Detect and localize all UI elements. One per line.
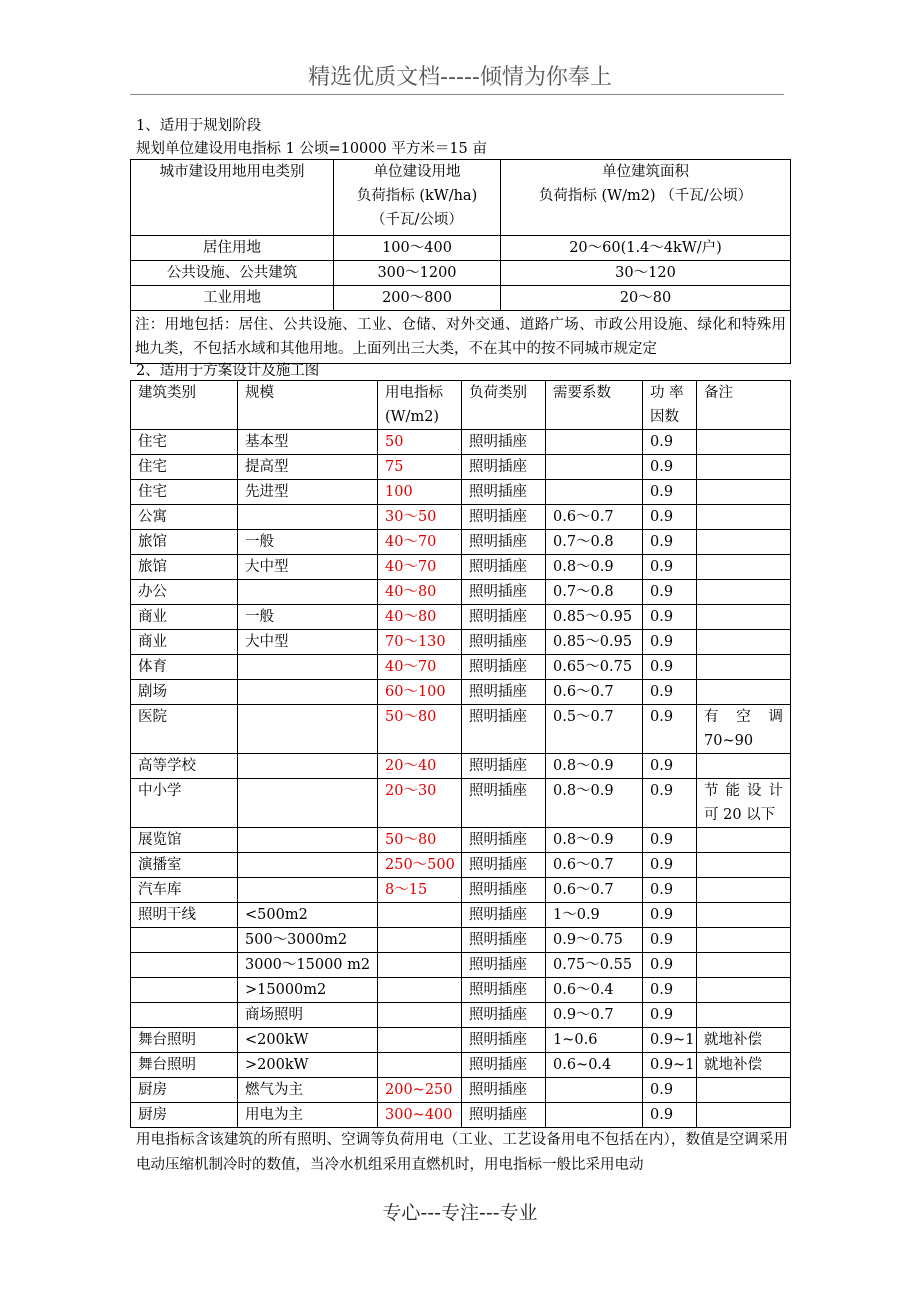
table2-cell-load: 照明插座 <box>462 1003 546 1028</box>
table2-cell-remark <box>697 1003 791 1028</box>
table2-cell-load: 照明插座 <box>462 680 546 705</box>
table2-cell-remark <box>697 878 791 903</box>
table2-row <box>131 705 791 754</box>
table1-header-category: 城市建设用地用电类别 <box>131 160 334 236</box>
table2-cell-type: 厨房 <box>131 1103 238 1128</box>
table2-cell-remark <box>697 555 791 580</box>
table2-cell-demand: 1~0.6 <box>546 1028 643 1053</box>
table2-cell-remark <box>697 680 791 705</box>
table2-cell-pf: 0.9 <box>643 928 697 953</box>
table1-row <box>131 236 791 261</box>
table2-header-row <box>131 381 791 430</box>
table2-cell-pf: 0.9 <box>643 555 697 580</box>
table2-cell-index <box>378 1003 462 1028</box>
table2-cell-index: 250～500 <box>378 853 462 878</box>
table1-note-row <box>131 311 791 364</box>
table1-header-land-line3: （千瓦/公顷） <box>371 212 463 228</box>
table2-cell-demand: 0.6～0.7 <box>546 878 643 903</box>
table2-cell-demand: 0.9～0.75 <box>546 928 643 953</box>
table2-cell-load: 照明插座 <box>462 455 546 480</box>
table2-cell-index: 50～80 <box>378 828 462 853</box>
table2-cell-load: 照明插座 <box>462 430 546 455</box>
table1-note: 注：用地包括：居住、公共设施、工业、仓储、对外交通、道路广场、市政公用设施、绿化和特殊用地九类，不包括水域和其他用地。上面列出三大类，不在其中的按不同城市规定定 <box>131 311 791 364</box>
table2-cell-demand: 0.6～0.7 <box>546 853 643 878</box>
table2-row <box>131 455 791 480</box>
table2-cell-demand <box>546 430 643 455</box>
table2-cell-pf: 0.9 <box>643 1103 697 1128</box>
table2-cell-scale: <500m2 <box>238 903 378 928</box>
planning-load-table <box>130 159 791 364</box>
table2-cell-scale <box>238 754 378 779</box>
table2-cell-type: 公寓 <box>131 505 238 530</box>
table2-row <box>131 978 791 1003</box>
table2-cell-index: 20～30 <box>378 779 462 828</box>
table2-cell-scale: 基本型 <box>238 430 378 455</box>
table2-cell-index <box>378 928 462 953</box>
table2-cell-demand <box>546 455 643 480</box>
table2-cell-pf: 0.9 <box>643 605 697 630</box>
table2-cell-type <box>131 978 238 1003</box>
table2-remark-line2: 70~90 <box>704 733 754 749</box>
table2-cell-remark <box>697 1078 791 1103</box>
table2-row <box>131 1003 791 1028</box>
table2-row <box>131 1103 791 1128</box>
table2-cell-pf: 0.9 <box>643 580 697 605</box>
table1-cell-area: 20～80 <box>501 286 791 311</box>
table1-cell-category: 工业用地 <box>131 286 334 311</box>
table2-cell-scale: >15000m2 <box>238 978 378 1003</box>
table2-cell-type: 医院 <box>131 705 238 754</box>
table2-cell-type: 商业 <box>131 630 238 655</box>
table1-header-land <box>334 160 501 236</box>
table2-cell-demand: 0.6~0.4 <box>546 1053 643 1078</box>
table2-cell-pf: 0.9 <box>643 680 697 705</box>
table2-row <box>131 754 791 779</box>
table2-header-pf-line1: 功 率 <box>650 385 684 401</box>
table2-cell-scale: 500～3000m2 <box>238 928 378 953</box>
table2-cell-load: 照明插座 <box>462 953 546 978</box>
table2-cell-pf: 0.9 <box>643 953 697 978</box>
table2-cell-scale: 一般 <box>238 530 378 555</box>
table2-cell-scale: >200kW <box>238 1053 378 1078</box>
table1-row <box>131 261 791 286</box>
table2-cell-index <box>378 1053 462 1078</box>
table2-cell-remark <box>697 705 791 754</box>
section2-title: 2、适用于方案设计及施工图 <box>136 363 320 379</box>
table2-cell-scale <box>238 705 378 754</box>
table2-row <box>131 828 791 853</box>
table2-cell-demand <box>546 480 643 505</box>
table1-header-area-line1: 单位建筑面积 <box>602 164 689 180</box>
table2-cell-demand: 0.8～0.9 <box>546 555 643 580</box>
table2-cell-remark <box>697 903 791 928</box>
table2-header-index-line2: (W/m2) <box>385 409 440 425</box>
table2-cell-demand: 0.7～0.8 <box>546 580 643 605</box>
table2-header-remark: 备注 <box>697 381 791 430</box>
table2-cell-remark <box>697 828 791 853</box>
table2-cell-type: 商业 <box>131 605 238 630</box>
table2-cell-scale <box>238 828 378 853</box>
table2-cell-remark: 就地补偿 <box>697 1028 791 1053</box>
table2-cell-scale: 燃气为主 <box>238 1078 378 1103</box>
table2-cell-pf: 0.9 <box>643 505 697 530</box>
table2-cell-scale: 商场照明 <box>238 1003 378 1028</box>
table2-cell-index <box>378 953 462 978</box>
table2-row <box>131 878 791 903</box>
table2-cell-pf: 0.9 <box>643 705 697 754</box>
table2-cell-index: 20～40 <box>378 754 462 779</box>
table1-header-land-line1: 单位建设用地 <box>373 164 461 180</box>
table2-cell-scale <box>238 680 378 705</box>
table2-cell-scale: <200kW <box>238 1028 378 1053</box>
table1-cell-category: 公共设施、公共建筑 <box>131 261 334 286</box>
table1-row <box>131 286 791 311</box>
table2-cell-pf: 0.9 <box>643 1078 697 1103</box>
table2-header-scale: 规模 <box>238 381 378 430</box>
table2-cell-type: 体育 <box>131 655 238 680</box>
table1-cell-area: 30～120 <box>501 261 791 286</box>
table2-cell-demand: 0.5～0.7 <box>546 705 643 754</box>
table2-cell-type <box>131 1003 238 1028</box>
table2-cell-pf: 0.9~1 <box>643 1028 697 1053</box>
table2-cell-load: 照明插座 <box>462 480 546 505</box>
table2-cell-type <box>131 928 238 953</box>
table2-header-type: 建筑类别 <box>131 381 238 430</box>
table2-row <box>131 779 791 828</box>
table2-header-pf <box>643 381 697 430</box>
table1-header-area-line2: 负荷指标 (W/m2) （千瓦/公顷） <box>538 188 753 204</box>
table2-cell-type: 厨房 <box>131 1078 238 1103</box>
table1-cell-area: 20～60(1.4～4kW/户) <box>501 236 791 261</box>
table2-cell-index: 50 <box>378 430 462 455</box>
table2-row <box>131 480 791 505</box>
table2-cell-remark <box>697 655 791 680</box>
table1-cell-land: 200～800 <box>334 286 501 311</box>
table2-cell-index: 30～50 <box>378 505 462 530</box>
table2-cell-type: 照明干线 <box>131 903 238 928</box>
table2-cell-remark <box>697 480 791 505</box>
table2-cell-pf: 0.9 <box>643 779 697 828</box>
table2-row <box>131 903 791 928</box>
table2-row <box>131 505 791 530</box>
table2-cell-type: 住宅 <box>131 480 238 505</box>
table2-cell-type: 展览馆 <box>131 828 238 853</box>
table2-cell-index: 8～15 <box>378 878 462 903</box>
table2-cell-index <box>378 903 462 928</box>
table2-remark-line1: 节能设计 <box>704 783 783 799</box>
table2-cell-pf: 0.9 <box>643 655 697 680</box>
table2-cell-type: 剧场 <box>131 680 238 705</box>
table2-cell-demand: 0.7～0.8 <box>546 530 643 555</box>
table2-cell-demand: 1～0.9 <box>546 903 643 928</box>
table2-cell-load: 照明插座 <box>462 754 546 779</box>
table2-row <box>131 655 791 680</box>
table2-cell-scale <box>238 878 378 903</box>
table2-cell-type: 住宅 <box>131 455 238 480</box>
table2-cell-index: 200~250 <box>378 1078 462 1103</box>
table2-cell-load: 照明插座 <box>462 505 546 530</box>
table2-cell-scale: 提高型 <box>238 455 378 480</box>
table2-cell-load: 照明插座 <box>462 705 546 754</box>
table2-cell-demand: 0.6～0.7 <box>546 680 643 705</box>
table2-cell-index: 70～130 <box>378 630 462 655</box>
table2-cell-remark <box>697 605 791 630</box>
table2-cell-load: 照明插座 <box>462 978 546 1003</box>
table2-cell-remark <box>697 978 791 1003</box>
table2-cell-index: 40～80 <box>378 580 462 605</box>
table2-cell-demand: 0.65～0.75 <box>546 655 643 680</box>
table2-cell-load: 照明插座 <box>462 630 546 655</box>
table2-cell-load: 照明插座 <box>462 828 546 853</box>
table1-cell-land: 300～1200 <box>334 261 501 286</box>
table2-cell-demand: 0.75～0.55 <box>546 953 643 978</box>
table2-cell-pf: 0.9 <box>643 754 697 779</box>
table2-cell-index: 60～100 <box>378 680 462 705</box>
table2-cell-pf: 0.9 <box>643 878 697 903</box>
table2-cell-demand: 0.6～0.7 <box>546 505 643 530</box>
table2-cell-index <box>378 1028 462 1053</box>
table2-cell-pf: 0.9 <box>643 978 697 1003</box>
table2-cell-demand <box>546 1103 643 1128</box>
table2-row <box>131 928 791 953</box>
table2-cell-type: 汽车库 <box>131 878 238 903</box>
table2-cell-load: 照明插座 <box>462 580 546 605</box>
table2-cell-remark <box>697 1103 791 1128</box>
table2-cell-type: 高等学校 <box>131 754 238 779</box>
table2-remark-line2: 可 20 以下 <box>704 807 776 823</box>
table2-cell-demand: 0.6～0.4 <box>546 978 643 1003</box>
table2-cell-demand: 0.8～0.9 <box>546 828 643 853</box>
section1-subtitle: 规划单位建设用电指标 1 公顷=10000 平方米＝15 亩 <box>136 141 487 157</box>
table2-cell-pf: 0.9 <box>643 630 697 655</box>
table2-cell-scale: 用电为主 <box>238 1103 378 1128</box>
table2-cell-index: 40～70 <box>378 555 462 580</box>
table2-cell-index: 300~400 <box>378 1103 462 1128</box>
table2-cell-scale: 一般 <box>238 605 378 630</box>
table2-cell-remark <box>697 630 791 655</box>
design-load-table <box>130 380 791 1128</box>
table2-cell-load: 照明插座 <box>462 928 546 953</box>
table2-cell-demand: 0.8～0.9 <box>546 754 643 779</box>
table2-cell-index: 40～70 <box>378 655 462 680</box>
table2-cell-remark <box>697 853 791 878</box>
table2-row <box>131 1078 791 1103</box>
table2-cell-load: 照明插座 <box>462 655 546 680</box>
table2-cell-type: 中小学 <box>131 779 238 828</box>
table2-cell-load: 照明插座 <box>462 605 546 630</box>
table2-cell-remark: 就地补偿 <box>697 1053 791 1078</box>
table2-cell-demand: 0.9～0.7 <box>546 1003 643 1028</box>
table2-header-index <box>378 381 462 430</box>
table2-row <box>131 1028 791 1053</box>
table2-cell-type: 舞台照明 <box>131 1053 238 1078</box>
table2-cell-scale <box>238 580 378 605</box>
table2-cell-scale <box>238 853 378 878</box>
table2-cell-demand: 0.8～0.9 <box>546 779 643 828</box>
explanatory-paragraph: 用电指标含该建筑的所有照明、空调等负荷用电（工业、工艺设备用电不包括在内），数值是空调采用电动压缩机制冷时的数值，当冷水机组采用直燃机时，用电指标一般比采用电动 <box>136 1132 788 1173</box>
table2-cell-demand: 0.85～0.95 <box>546 605 643 630</box>
table2-row <box>131 630 791 655</box>
table2-cell-remark <box>697 928 791 953</box>
table2-row <box>131 580 791 605</box>
table2-row <box>131 1053 791 1078</box>
header-rule <box>130 94 784 95</box>
table2-cell-scale <box>238 655 378 680</box>
table2-cell-scale: 先进型 <box>238 480 378 505</box>
table2-row <box>131 953 791 978</box>
table2-cell-scale: 大中型 <box>238 630 378 655</box>
table2-cell-pf: 0.9 <box>643 903 697 928</box>
table2-row <box>131 530 791 555</box>
table2-cell-type: 旅馆 <box>131 530 238 555</box>
table2-cell-scale <box>238 505 378 530</box>
table2-cell-load: 照明插座 <box>462 878 546 903</box>
table2-row <box>131 605 791 630</box>
table2-cell-remark <box>697 754 791 779</box>
table2-header-load: 负荷类别 <box>462 381 546 430</box>
table2-cell-index: 50～80 <box>378 705 462 754</box>
table2-cell-load: 照明插座 <box>462 555 546 580</box>
table2-cell-demand <box>546 1078 643 1103</box>
table2-cell-index: 100 <box>378 480 462 505</box>
table2-cell-load: 照明插座 <box>462 1078 546 1103</box>
page-footer: 专心---专注---专业 <box>382 1202 538 1224</box>
table2-cell-load: 照明插座 <box>462 530 546 555</box>
table2-cell-scale: 大中型 <box>238 555 378 580</box>
table2-cell-load: 照明插座 <box>462 1028 546 1053</box>
table2-row <box>131 430 791 455</box>
table2-cell-index: 40～80 <box>378 605 462 630</box>
table2-cell-scale: 3000～15000 m2 <box>238 953 378 978</box>
table2-cell-load: 照明插座 <box>462 1053 546 1078</box>
table1-header-row <box>131 160 791 236</box>
table2-cell-load: 照明插座 <box>462 853 546 878</box>
table2-cell-load: 照明插座 <box>462 1103 546 1128</box>
table2-cell-type: 舞台照明 <box>131 1028 238 1053</box>
table2-cell-load: 照明插座 <box>462 903 546 928</box>
table2-cell-index: 75 <box>378 455 462 480</box>
table2-remark-line1: 有 空 调 <box>704 709 783 725</box>
table2-cell-scale <box>238 779 378 828</box>
table2-cell-remark <box>697 779 791 828</box>
table2-cell-load: 照明插座 <box>462 779 546 828</box>
table2-row <box>131 680 791 705</box>
table2-cell-demand: 0.85～0.95 <box>546 630 643 655</box>
table2-cell-pf: 0.9 <box>643 828 697 853</box>
table2-cell-pf: 0.9 <box>643 480 697 505</box>
table2-cell-type: 住宅 <box>131 430 238 455</box>
table2-cell-pf: 0.9 <box>643 455 697 480</box>
table1-header-area <box>501 160 791 236</box>
table2-cell-pf: 0.9~1 <box>643 1053 697 1078</box>
table2-cell-remark <box>697 580 791 605</box>
table2-cell-index: 40～70 <box>378 530 462 555</box>
table2-cell-remark <box>697 530 791 555</box>
table1-cell-category: 居住用地 <box>131 236 334 261</box>
table2-header-index-line1: 用电指标 <box>385 385 443 401</box>
table2-cell-pf: 0.9 <box>643 430 697 455</box>
table2-cell-remark <box>697 953 791 978</box>
table2-cell-remark <box>697 430 791 455</box>
table2-cell-type: 演播室 <box>131 853 238 878</box>
page-header: 精选优质文档-----倾情为你奉上 <box>308 65 612 90</box>
table2-cell-pf: 0.9 <box>643 853 697 878</box>
table2-cell-type <box>131 953 238 978</box>
table2-cell-remark <box>697 505 791 530</box>
table2-header-pf-line2: 因数 <box>650 409 679 425</box>
table2-cell-index <box>378 978 462 1003</box>
table2-cell-type: 办公 <box>131 580 238 605</box>
table2-cell-pf: 0.9 <box>643 1003 697 1028</box>
table2-cell-remark <box>697 455 791 480</box>
table2-header-demand: 需要系数 <box>546 381 643 430</box>
table1-cell-land: 100～400 <box>334 236 501 261</box>
section1-title: 1、适用于规划阶段 <box>136 118 262 134</box>
table2-row <box>131 853 791 878</box>
table2-cell-pf: 0.9 <box>643 530 697 555</box>
table1-header-land-line2: 负荷指标 (kW/ha) <box>356 188 478 204</box>
table2-cell-type: 旅馆 <box>131 555 238 580</box>
table2-row <box>131 555 791 580</box>
